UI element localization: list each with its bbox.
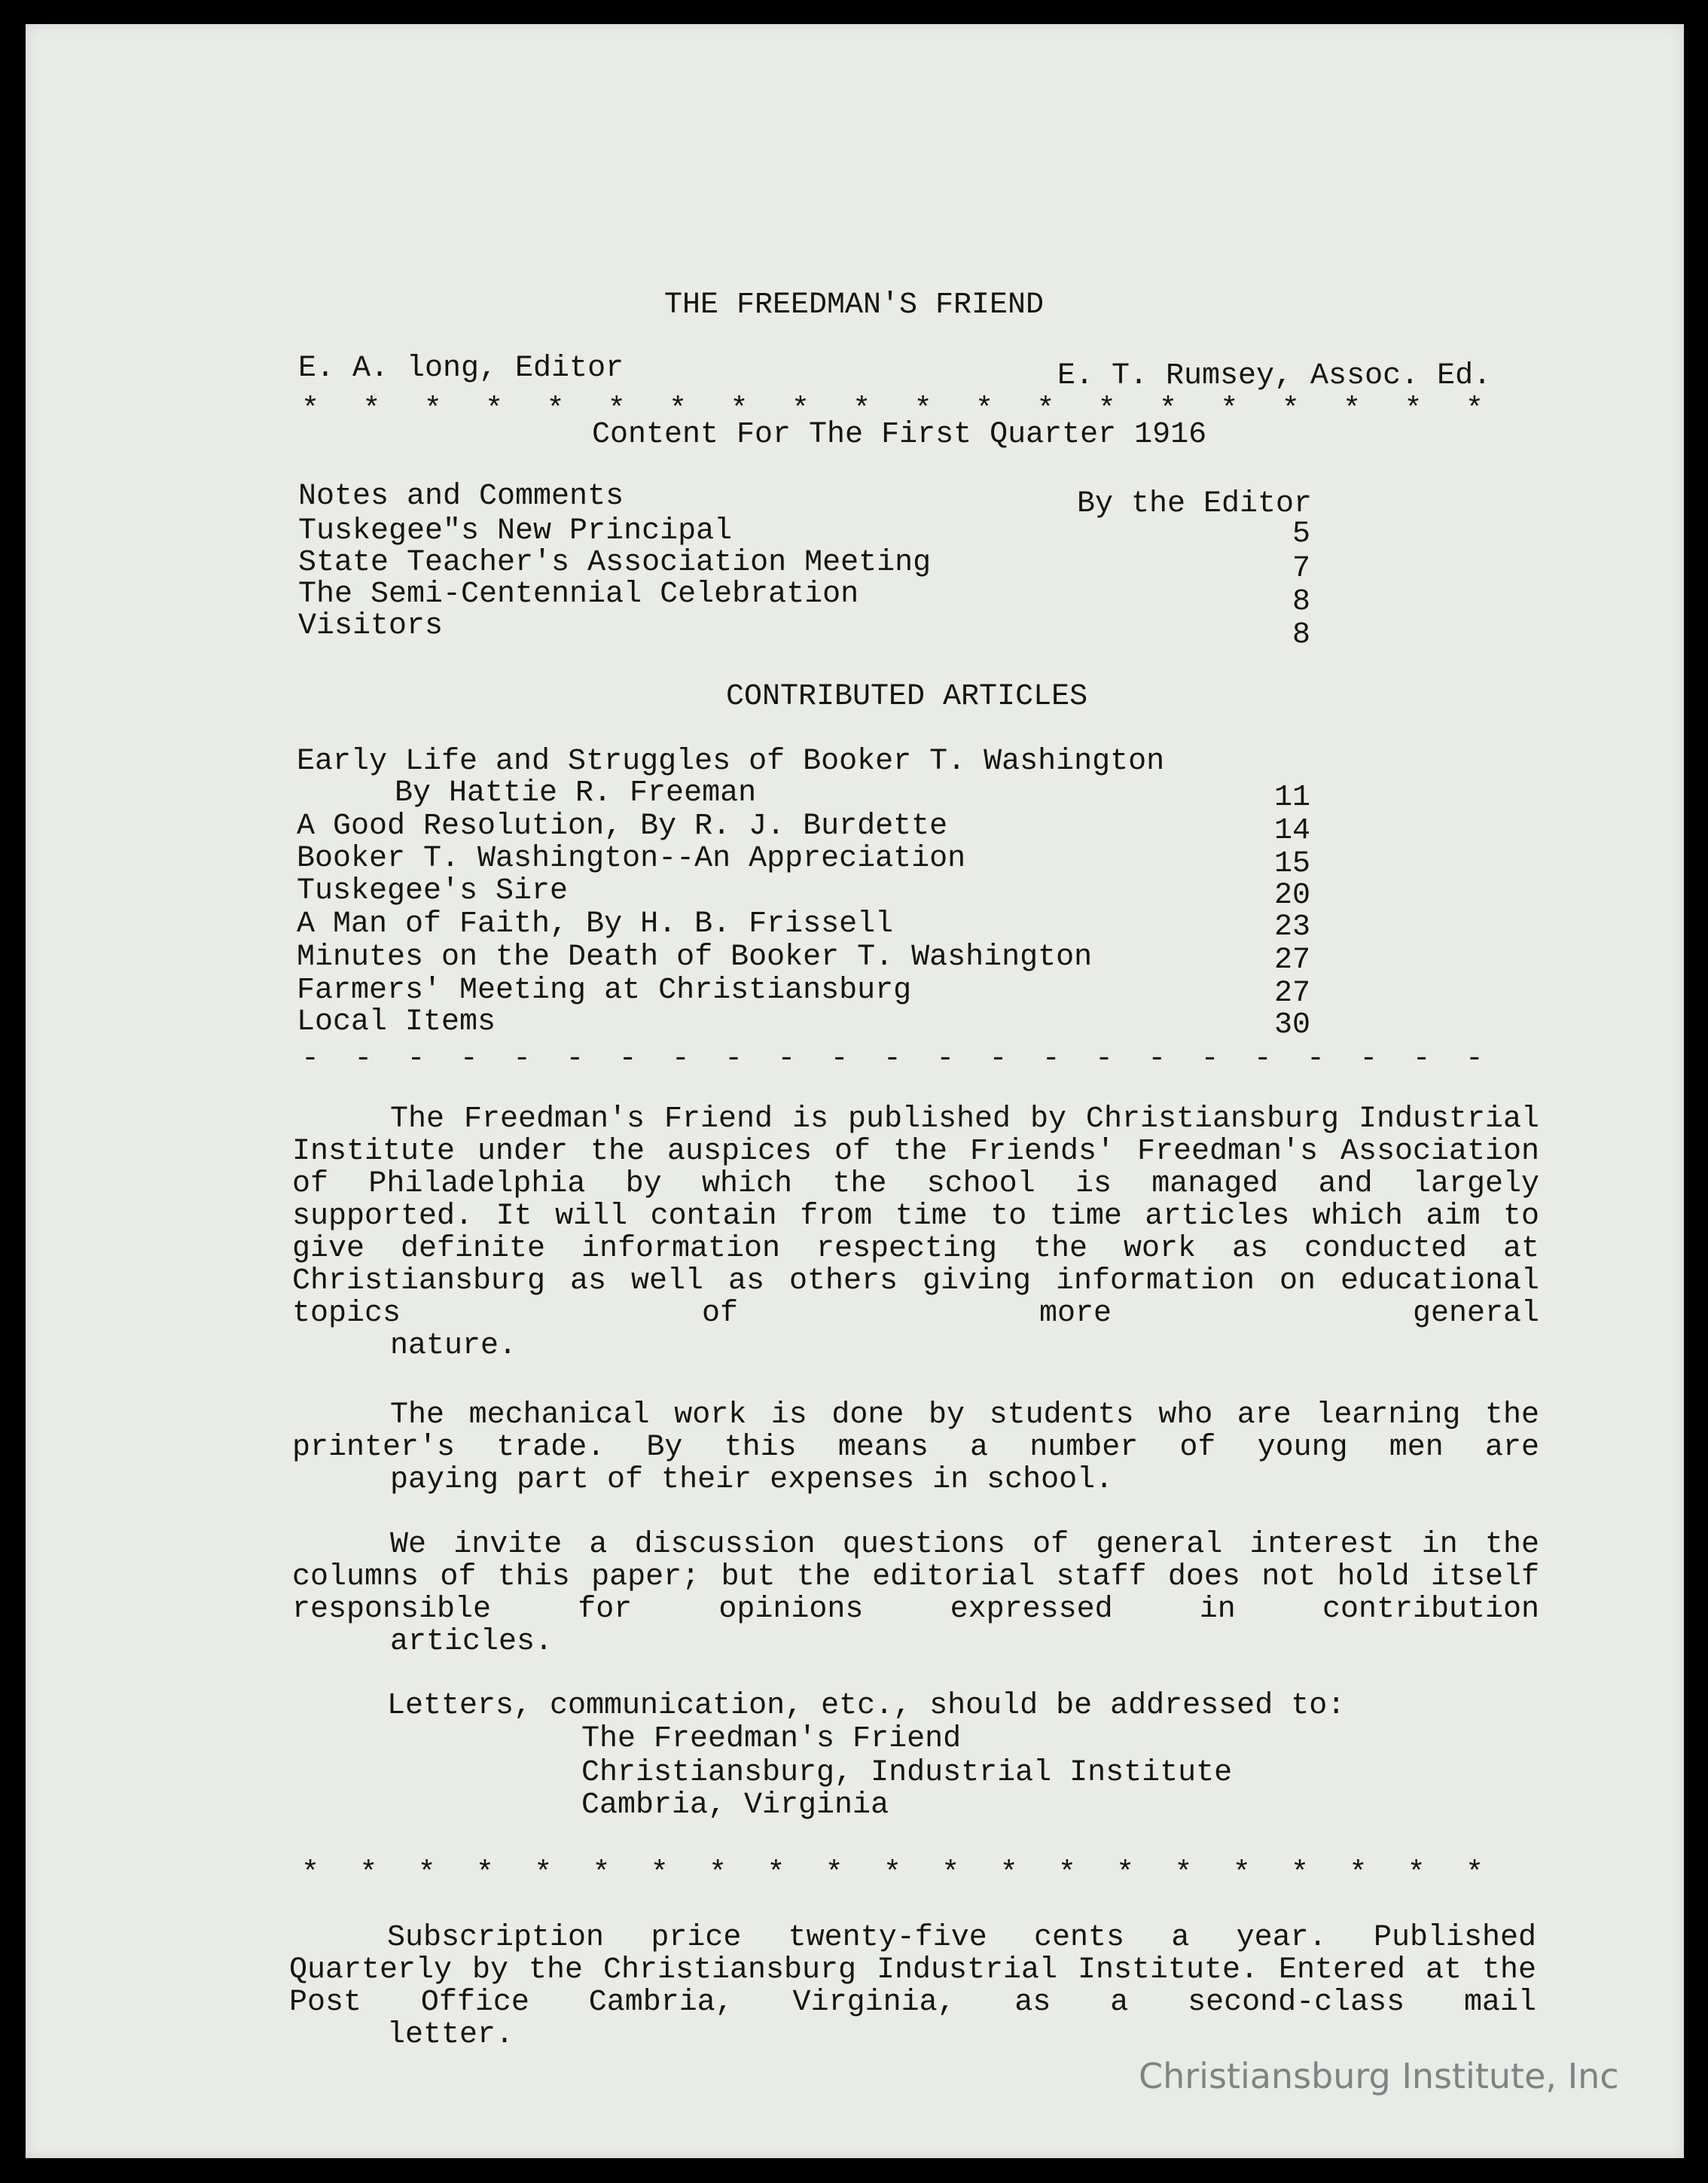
separator-dash: -	[883, 1042, 901, 1076]
paragraph-discussion-body: We invite a discussion questions of general interest in the columns of this paper; but the editorial staff does not hold itself responsible for opinions expressed in contribution	[292, 1528, 1539, 1627]
separator-star: *	[1349, 1857, 1368, 1891]
separator-dash: -	[1412, 1042, 1431, 1076]
paragraph-publication	[292, 1103, 1539, 1362]
toc-item-title: Farmers' Meeting at Christiansburg	[297, 974, 912, 1008]
editor-credit: E. A. long, Editor	[298, 352, 624, 386]
star-separator-bottom	[301, 1857, 1484, 1891]
separator-dash: -	[1148, 1042, 1167, 1076]
toc-item-page: 15	[1273, 847, 1310, 881]
separator-star: *	[999, 1857, 1018, 1891]
separator-dash: -	[1253, 1042, 1272, 1076]
paragraph-subscription-body: Subscription price twenty-five cents a year. Published Quarterly by the Christiansburg Industrial Institute. Entered at the Post Office Cambria, Virginia, as a second-class mail	[289, 1921, 1536, 2020]
toc-item-page: 8	[1292, 585, 1310, 619]
toc-item-page: 11	[1273, 781, 1310, 815]
separator-star: *	[1174, 1857, 1193, 1891]
toc-item-page: 14	[1273, 814, 1310, 848]
paper-sheet	[26, 24, 1684, 2158]
toc-item-title: Local Items	[297, 1005, 496, 1039]
separator-dash: -	[1307, 1042, 1325, 1076]
toc-by-editor-label: By the Editor	[1077, 487, 1313, 521]
separator-star: *	[1232, 1857, 1251, 1891]
separator-star: *	[1404, 393, 1423, 427]
toc-item-title: Early Life and Struggles of Booker T. Washington	[297, 745, 1165, 779]
toc-item-title: Tuskegee"s New Principal	[298, 514, 733, 548]
separator-star: *	[423, 393, 442, 427]
separator-dash: -	[830, 1042, 849, 1076]
toc-item-title: Booker T. Washington--An Appreciation	[297, 842, 966, 876]
separator-dash: -	[354, 1042, 373, 1076]
separator-star: *	[301, 1857, 320, 1891]
separator-star: *	[1281, 393, 1300, 427]
toc-item-title: Minutes on the Death of Booker T. Washington	[297, 941, 1093, 974]
separator-dash: -	[566, 1042, 584, 1076]
paragraph-publication-body: The Freedman's Friend is published by Christiansburg Industrial Institute under the auspices of the Friends' Freedman's Association of Philadelphia by which the school is managed and largely supported. It will contain from time to time articles which aim to give definite information respecting the work as conducted at Christiansburg as well as others giving information on educational topics of more general	[292, 1102, 1539, 1331]
separator-star: *	[1159, 393, 1178, 427]
separator-star: *	[883, 1857, 901, 1891]
assoc-editor-credit: E. T. Rumsey, Assoc. Ed.	[1057, 359, 1492, 393]
separator-star: *	[650, 1857, 669, 1891]
toc-item-title: A Good Resolution, By R. J. Burdette	[297, 809, 948, 843]
separator-star: *	[1116, 1857, 1135, 1891]
separator-star: *	[592, 1857, 611, 1891]
toc-item-page: 5	[1292, 517, 1310, 551]
paragraph-mechanical-last: paying part of their expenses in school.	[390, 1463, 1114, 1497]
separator-star: *	[852, 393, 871, 427]
toc-item-page: 27	[1273, 977, 1310, 1011]
separator-star: *	[709, 1857, 727, 1891]
toc-item-title: A Man of Faith, By H. B. Frissell	[297, 907, 894, 941]
separator-dash: -	[513, 1042, 532, 1076]
separator-dash: -	[777, 1042, 796, 1076]
watermark-text: Christiansburg Institute, Inc	[1139, 2056, 1619, 2096]
separator-star: *	[1291, 1857, 1310, 1891]
separator-star: *	[1097, 393, 1116, 427]
separator-star: *	[485, 393, 504, 427]
separator-dash: -	[1465, 1042, 1484, 1076]
separator-dash: -	[407, 1042, 425, 1076]
separator-dash: -	[301, 1042, 320, 1076]
toc-item-page: 8	[1292, 618, 1310, 652]
separator-star: *	[534, 1857, 553, 1891]
dash-separator	[301, 1042, 1484, 1076]
document-title: THE FREEDMAN'S FRIEND	[663, 288, 1045, 322]
paragraph-mechanical-work	[292, 1399, 1539, 1496]
toc-item-title: Tuskegee's Sire	[297, 874, 569, 908]
paragraph-mechanical-body: The mechanical work is done by students who are learning the printer's trade. By this means a number of young men are	[292, 1398, 1539, 1465]
separator-star: *	[974, 393, 993, 427]
separator-dash: -	[618, 1042, 637, 1076]
separator-star: *	[1407, 1857, 1426, 1891]
separator-star: *	[1465, 1857, 1484, 1891]
separator-star: *	[362, 393, 381, 427]
separator-star: *	[913, 393, 932, 427]
paragraph-discussion-last: articles.	[390, 1625, 554, 1659]
separator-star: *	[607, 393, 626, 427]
separator-dash: -	[1359, 1042, 1378, 1076]
toc-item-title: Visitors	[298, 609, 444, 643]
separator-star: *	[1343, 393, 1362, 427]
address-line-1: The Freedman's Friend	[581, 1722, 962, 1756]
separator-star: *	[475, 1857, 494, 1891]
separator-dash: -	[724, 1042, 743, 1076]
separator-dash: -	[1042, 1042, 1060, 1076]
separator-star: *	[1036, 393, 1055, 427]
paragraph-discussion	[292, 1529, 1539, 1658]
toc-item-title: Notes and Comments	[298, 480, 624, 514]
toc-item-page: 20	[1273, 879, 1310, 913]
separator-star: *	[1057, 1857, 1076, 1891]
paragraph-subscription	[289, 1922, 1536, 2051]
separator-star: *	[941, 1857, 960, 1891]
address-line-2: Christiansburg, Industrial Institute	[581, 1756, 1233, 1790]
separator-dash: -	[936, 1042, 955, 1076]
separator-star: *	[1220, 393, 1239, 427]
toc-item-title: State Teacher's Association Meeting	[298, 546, 932, 580]
letters-line: Letters, communication, etc., should be addressed to:	[387, 1689, 1346, 1723]
paragraph-publication-last: nature.	[390, 1329, 517, 1363]
address-line-3: Cambria, Virginia	[581, 1788, 889, 1822]
separator-star: *	[767, 1857, 785, 1891]
separator-dash: -	[459, 1042, 478, 1076]
toc-item-title: The Semi-Centennial Celebration	[298, 578, 859, 611]
separator-star: *	[791, 393, 810, 427]
paragraph-subscription-last: letter.	[387, 2018, 514, 2052]
separator-star: *	[546, 393, 565, 427]
separator-dash: -	[1200, 1042, 1219, 1076]
toc-item-page: 7	[1292, 552, 1310, 586]
contents-title: Content For The First Quarter 1916	[592, 418, 1207, 452]
separator-star: *	[1465, 393, 1484, 427]
separator-star: *	[825, 1857, 843, 1891]
separator-dash: -	[989, 1042, 1008, 1076]
separator-dash: -	[1094, 1042, 1113, 1076]
separator-star: *	[669, 393, 688, 427]
separator-star: *	[730, 393, 749, 427]
toc-item-page: 30	[1273, 1008, 1310, 1042]
toc-item-title: By Hattie R. Freeman	[395, 776, 757, 810]
toc-item-page: 27	[1273, 944, 1310, 977]
separator-star: *	[359, 1857, 378, 1891]
contributed-heading: CONTRIBUTED ARTICLES	[726, 680, 1088, 714]
separator-star: *	[301, 393, 320, 427]
separator-dash: -	[671, 1042, 690, 1076]
toc-item-page: 23	[1273, 910, 1310, 944]
separator-star: *	[417, 1857, 436, 1891]
